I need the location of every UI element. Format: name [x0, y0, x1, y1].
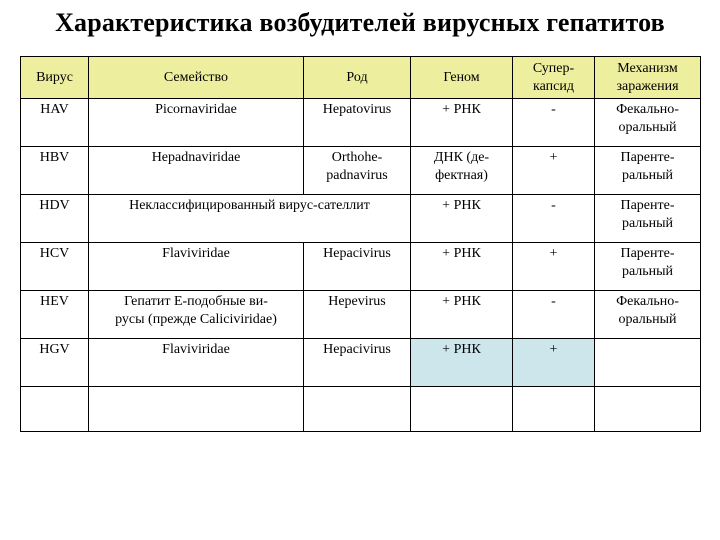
cell-mechanism: Фекально- оральный	[595, 99, 701, 147]
table-row	[21, 195, 701, 243]
table-row	[21, 147, 701, 195]
cell-genus: Orthohe- padnavirus	[304, 147, 411, 195]
empty-cell	[89, 387, 304, 432]
header-genome: Геном	[411, 57, 513, 99]
cell-virus: HEV	[21, 291, 89, 339]
cell-genome-highlighted: + РНК	[411, 339, 513, 387]
cell-supercapsid: -	[513, 99, 595, 147]
cell-mechanism: Паренте- ральный	[595, 243, 701, 291]
cell-mechanism	[595, 339, 701, 387]
cell-genus: Hepevirus	[304, 291, 411, 339]
cell-supercapsid-highlighted: +	[513, 339, 595, 387]
cell-virus: HGV	[21, 339, 89, 387]
page-title: Характеристика возбудителей вирусных гепатитов	[55, 8, 665, 37]
cell-genome: ДНК (де- фектная)	[411, 147, 513, 195]
table-header-row	[21, 57, 701, 99]
header-family: Семейство	[89, 57, 304, 99]
empty-row	[21, 387, 701, 432]
cell-mechanism: Паренте- ральный	[595, 147, 701, 195]
cell-supercapsid: -	[513, 195, 595, 243]
cell-family-merged: Неклассифицированный вирус-сателлит	[89, 195, 411, 243]
cell-supercapsid: +	[513, 147, 595, 195]
empty-cell	[21, 387, 89, 432]
empty-cell	[513, 387, 595, 432]
table-row	[21, 339, 701, 387]
cell-family: Hepadnaviridae	[89, 147, 304, 195]
cell-virus: HDV	[21, 195, 89, 243]
cell-family: Flaviviridae	[89, 243, 304, 291]
cell-supercapsid: +	[513, 243, 595, 291]
header-virus: Вирус	[21, 57, 89, 99]
cell-mechanism: Фекально- оральный	[595, 291, 701, 339]
cell-genus: Hepatovirus	[304, 99, 411, 147]
virus-hepatitis-table	[20, 56, 701, 432]
cell-supercapsid: -	[513, 291, 595, 339]
cell-genome: + РНК	[411, 243, 513, 291]
cell-genome: + РНК	[411, 195, 513, 243]
table-row	[21, 243, 701, 291]
cell-genus: Hepacivirus	[304, 339, 411, 387]
header-mechanism: Механизм заражения	[595, 57, 701, 99]
empty-cell	[411, 387, 513, 432]
cell-genus: Hepacivirus	[304, 243, 411, 291]
table-row	[21, 99, 701, 147]
cell-virus: HAV	[21, 99, 89, 147]
header-genus: Род	[304, 57, 411, 99]
cell-family: Гепатит Е-подобные ви- русы (прежде Caliciviridae)	[89, 291, 304, 339]
cell-genome: + РНК	[411, 99, 513, 147]
table-row	[21, 291, 701, 339]
cell-virus: HCV	[21, 243, 89, 291]
cell-genome: + РНК	[411, 291, 513, 339]
cell-family: Picornaviridae	[89, 99, 304, 147]
cell-mechanism: Паренте- ральный	[595, 195, 701, 243]
cell-family: Flaviviridae	[89, 339, 304, 387]
empty-cell	[595, 387, 701, 432]
empty-cell	[304, 387, 411, 432]
cell-virus: HBV	[21, 147, 89, 195]
header-supercapsid: Супер- капсид	[513, 57, 595, 99]
